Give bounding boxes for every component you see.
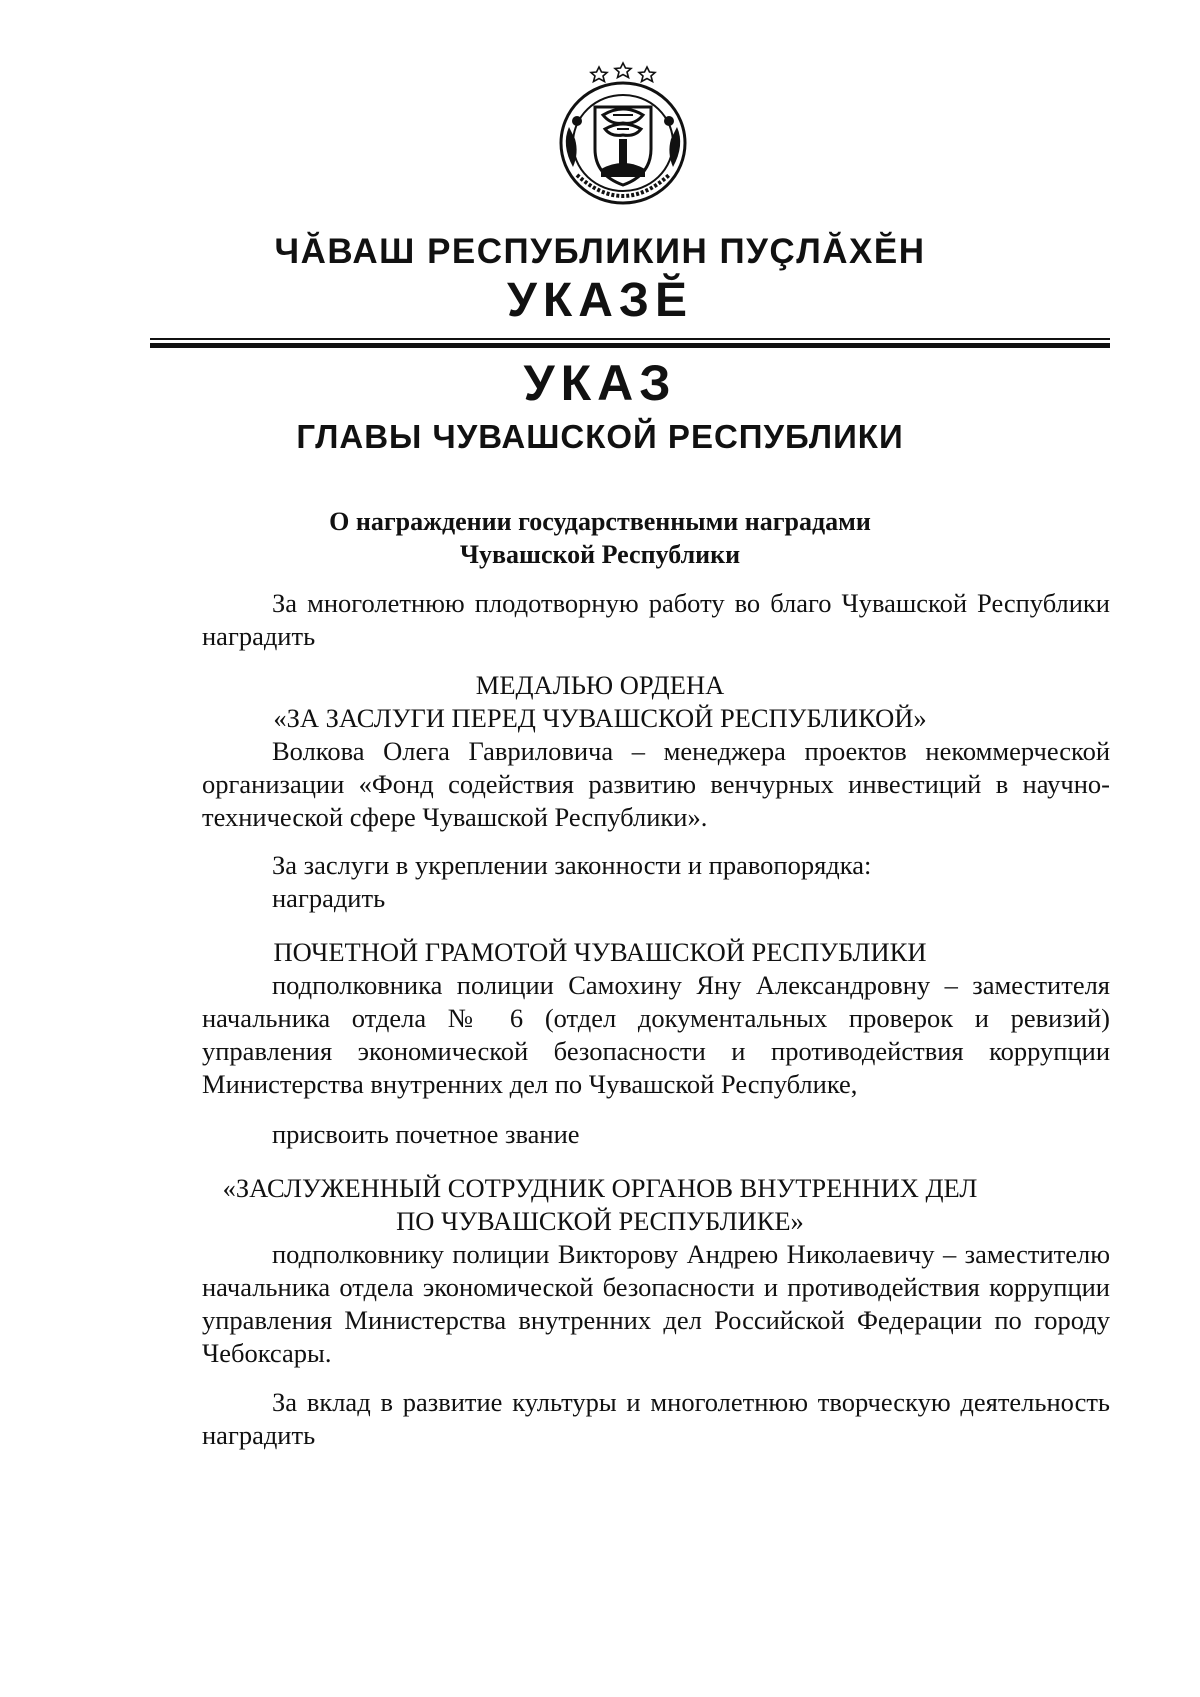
award-2-recipient: подполковника полиции Самохину Яну Александровну – заместителя начальника отдела № 6 (отдел документальных проверок и ревизий) управления экономической безопасности и противодействия коррупции Министерства внутренних дел по Чувашской Республике, bbox=[202, 970, 1110, 1099]
coat-of-arms-emblem bbox=[555, 57, 692, 207]
russian-header-title: ГЛАВЫ ЧУВАШСКОЙ РЕСПУБЛИКИ bbox=[296, 418, 904, 455]
chuvash-coat-of-arms-icon bbox=[555, 57, 692, 207]
intro-paragraph-1: За многолетнюю плодотворную работу во благо Чувашской Республики наградить bbox=[202, 588, 1110, 651]
intro-paragraph-2: За заслуги в укреплении законности и правопорядка: bbox=[272, 850, 872, 880]
award-1-title-line-1: МЕДАЛЬЮ ОРДЕНА bbox=[475, 670, 725, 700]
subject-line-2: Чувашской Республики bbox=[459, 540, 741, 569]
award-3-title-line-2: ПО ЧУВАШСКОЙ РЕСПУБЛИКЕ» bbox=[396, 1206, 804, 1236]
chuvash-decree-title: УКАЗĔ bbox=[507, 274, 693, 327]
header-divider-thick bbox=[150, 343, 1110, 348]
award-3-recipient: подполковнику полиции Викторову Андрею Николаевичу – заместителю начальника отдела экономической безопасности и противодействия коррупции управления Министерства внутренних дел Российской Федерации по городу Чебоксары. bbox=[202, 1239, 1110, 1368]
subject-line-1: О награждении государственными наградами bbox=[329, 507, 871, 536]
intro-paragraph-3: присвоить почетное звание bbox=[272, 1119, 580, 1149]
russian-decree-title: УКАЗ bbox=[523, 355, 677, 411]
header-divider-thin bbox=[150, 338, 1110, 340]
intro-paragraph-2-verb: наградить bbox=[272, 883, 386, 913]
award-1-title-line-2: «ЗА ЗАСЛУГИ ПЕРЕД ЧУВАШСКОЙ РЕСПУБЛИКОЙ» bbox=[273, 703, 927, 733]
decree-subject bbox=[0, 505, 1200, 571]
intro-paragraph-4: За вклад в развитие культуры и многолетнюю творческую деятельность наградить bbox=[202, 1387, 1110, 1450]
award-2-title: ПОЧЕТНОЙ ГРАМОТОЙ ЧУВАШСКОЙ РЕСПУБЛИКИ bbox=[273, 937, 927, 967]
award-1-recipient: Волкова Олега Гавриловича – менеджера проектов некоммерческой организации «Фонд содействия развитию венчурных инвестиций в научно-технической сфере Чувашской Республики». bbox=[202, 736, 1110, 832]
award-3-title-line-1: «ЗАСЛУЖЕННЫЙ СОТРУДНИК ОРГАНОВ ВНУТРЕННИХ ДЕЛ bbox=[222, 1173, 978, 1203]
chuvash-header-title: ЧĂВАШ РЕСПУБЛИКИН ПУÇЛĂХĔН bbox=[274, 232, 926, 271]
